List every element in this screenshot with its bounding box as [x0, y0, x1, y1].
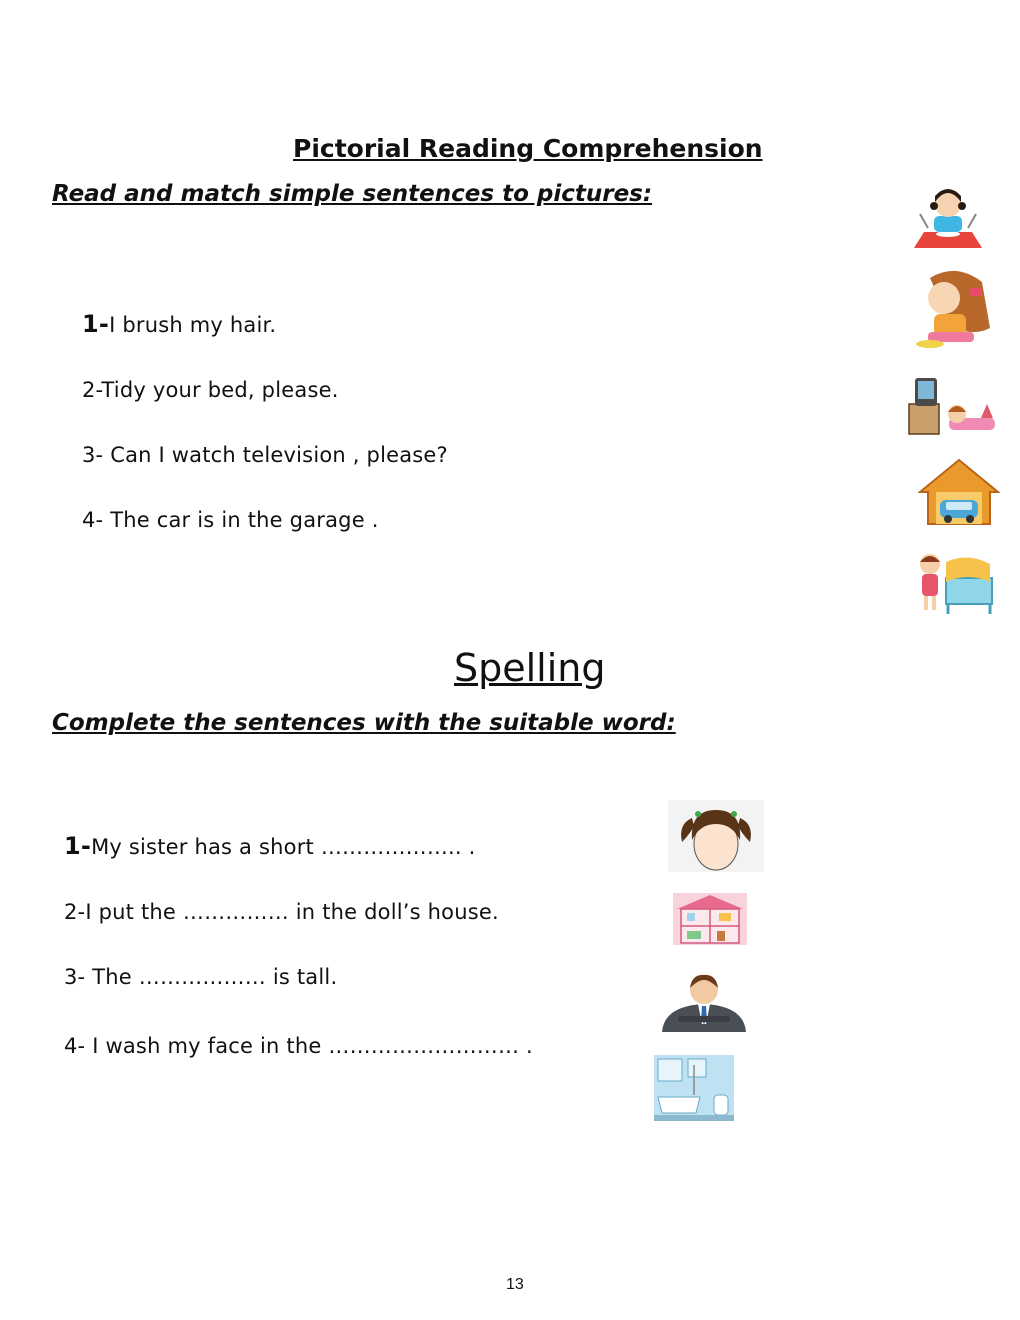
reading-item-3 — [82, 443, 448, 467]
spelling-item-1 — [64, 832, 476, 860]
spelling-item-2-text: 2-I put the …………… in the doll’s house. — [64, 900, 499, 924]
reading-item-4 — [82, 508, 379, 532]
reading-item-2 — [82, 378, 339, 402]
spelling-item-3 — [64, 965, 337, 989]
reading-instruction: Read and match simple sentences to pictures: — [52, 181, 653, 207]
bathroom-icon — [654, 1055, 734, 1121]
girl-making-bed-icon — [912, 548, 996, 616]
car-in-garage-icon — [918, 458, 1000, 526]
dolls-house-icon — [673, 893, 747, 945]
spelling-item-2 — [64, 900, 499, 924]
reading-title: Pictorial Reading Comprehension — [293, 134, 763, 163]
reading-item-1 — [82, 310, 276, 338]
spelling-instruction: Complete the sentences with the suitable word: — [52, 710, 676, 736]
tall-man-icon — [658, 970, 750, 1034]
girl-brushing-hair-icon — [910, 268, 996, 350]
reading-item-2-text: 2-Tidy your bed, please. — [82, 378, 339, 402]
girl-hair-icon — [668, 800, 764, 872]
child-watching-tv-icon — [905, 374, 999, 436]
reading-item-3-text: 3- Can I watch television , please? — [82, 443, 448, 467]
reading-item-1-number: 1- — [82, 310, 110, 338]
spelling-item-1-text: My sister has a short ……………….. . — [91, 835, 476, 859]
reading-item-4-text: 4- The car is in the garage . — [82, 508, 379, 532]
girl-eating-icon — [910, 182, 986, 250]
spelling-item-4 — [64, 1034, 533, 1058]
reading-item-1-text: I brush my hair. — [109, 313, 277, 337]
page-number: 13 — [506, 1276, 524, 1293]
spelling-title: Spelling — [454, 646, 606, 690]
spelling-item-1-number: 1- — [64, 832, 92, 860]
spelling-item-3-text: 3- The ……………… is tall. — [64, 965, 338, 989]
spelling-item-4-text: 4- I wash my face in the ……………………… . — [64, 1034, 533, 1058]
